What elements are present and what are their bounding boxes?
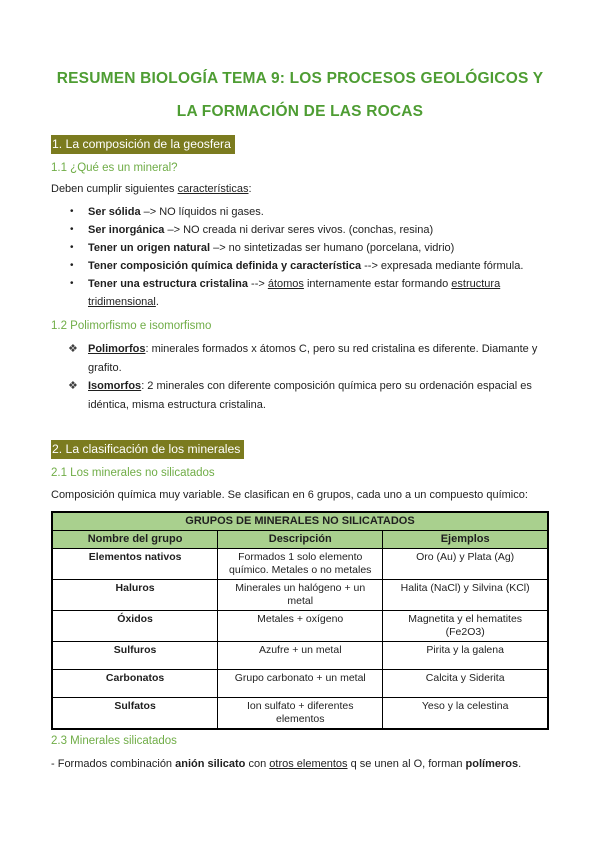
- mineral-intro-paragraph: [51, 182, 549, 197]
- section-1-1-heading: 1.1 ¿Qué es un mineral?: [51, 162, 178, 174]
- column-header: Nombre del grupo: [52, 531, 218, 549]
- text-run-bold: Tener una estructura cristalina: [88, 278, 248, 290]
- list-item: [51, 257, 549, 275]
- table-cell-examples: Yeso y la celestina: [383, 698, 548, 730]
- list-item: [51, 203, 549, 221]
- text-run: : 2 minerales con diferente composición química pero su ordenación espacial es idéntica, misma estructura cristalina.: [88, 380, 532, 411]
- document-title-line2: LA FORMACIÓN DE LAS ROCAS: [176, 103, 424, 120]
- text-run-bold: Tener composición química definida y característica: [88, 260, 362, 272]
- bullet-icon: •: [70, 206, 74, 217]
- text-run: : minerales formados x átomos C, pero su red cristalina es diferente. Diamante y grafito.: [88, 343, 538, 374]
- text-run: –> NO creada ni derivar seres vivos. (conchas, resina): [164, 224, 434, 236]
- text-run: :: [248, 183, 252, 195]
- table-row: [52, 580, 548, 611]
- table-cell-description: Metales + oxígeno: [218, 611, 383, 642]
- diamond-bullet-icon: ❖: [68, 380, 78, 392]
- table-cell-group: Haluros: [52, 580, 218, 611]
- bullet-icon: •: [70, 260, 74, 271]
- table-row: [52, 642, 548, 670]
- table-cell-examples: Magnetita y el hematites (Fe2O3): [383, 611, 548, 642]
- document-title-line1: RESUMEN BIOLOGÍA TEMA 9: LOS PROCESOS GEOLÓGICOS Y: [56, 70, 544, 87]
- mineral-characteristics-list: [51, 203, 549, 311]
- table-row: [52, 611, 548, 642]
- list-item: [51, 221, 549, 239]
- table-cell-examples: Pirita y la galena: [383, 642, 548, 670]
- silicate-paragraph: [51, 757, 549, 772]
- text-run-bold-underline: Isomorfos: [88, 380, 142, 392]
- text-run: --> expresada mediante fórmula.: [361, 260, 524, 272]
- table-cell-description: Minerales un halógeno + un metal: [218, 580, 383, 611]
- non-silicate-minerals-table: [51, 511, 549, 730]
- section-2-3-heading: 2.3 Minerales silicatados: [51, 735, 177, 747]
- table-cell-group: Sulfatos: [52, 698, 218, 730]
- table-cell-group: Elementos nativos: [52, 549, 218, 580]
- table-title-row: [52, 512, 548, 531]
- bullet-icon: •: [70, 224, 74, 235]
- table-cell-examples: Halita (NaCl) y Silvina (KCl): [383, 580, 548, 611]
- text-run: -->: [247, 278, 268, 290]
- table-cell-group: Sulfuros: [52, 642, 218, 670]
- polymorphism-list: [51, 340, 549, 414]
- text-run-underline: otros elementos: [269, 758, 348, 770]
- text-run: q se unen al O, forman: [347, 758, 466, 770]
- text-run-bold-underline: Polimorfos: [88, 343, 146, 355]
- text-run: –> no sintetizadas ser humano (porcelana, vidrio): [210, 242, 455, 254]
- bullet-icon: •: [70, 242, 74, 253]
- section-2-1-heading: 2.1 Los minerales no silicatados: [51, 467, 215, 479]
- text-run: - Formados combinación: [51, 758, 176, 770]
- text-run: con: [245, 758, 270, 770]
- non-silicate-intro-paragraph: Composición química muy variable. Se clasifican en 6 grupos, cada uno a un compuesto químico:: [51, 489, 528, 501]
- table-row: [52, 670, 548, 698]
- table-cell-examples: Oro (Au) y Plata (Ag): [383, 549, 548, 580]
- bullet-icon: •: [70, 278, 74, 289]
- section-1-heading: 1. La composición de la geosfera: [51, 135, 235, 154]
- table-cell-description: Formados 1 solo elemento químico. Metales o no metales: [218, 549, 383, 580]
- column-header: Ejemplos: [383, 531, 548, 549]
- text-run: Deben cumplir siguientes: [51, 183, 178, 195]
- section-1-2-heading: 1.2 Polimorfismo e isomorfismo: [51, 320, 212, 332]
- text-run-underline: estructura tridimensional: [88, 278, 501, 308]
- text-run-underline: átomos: [267, 278, 304, 290]
- section-2: [51, 440, 549, 459]
- list-item: [51, 377, 549, 414]
- text-run-bold: Tener un origen natural: [88, 242, 211, 254]
- document-title: [51, 62, 549, 128]
- list-item: [51, 275, 549, 311]
- table-cell-group: Óxidos: [52, 611, 218, 642]
- section-2-heading: 2. La clasificación de los minerales: [51, 440, 244, 459]
- text-run-bold: anión silicato: [175, 758, 246, 770]
- text-run: internamente estar formando: [303, 278, 452, 290]
- text-run: .: [155, 296, 159, 308]
- table-header-row: [52, 531, 548, 549]
- section-1: [51, 135, 549, 154]
- text-run: .: [518, 758, 522, 770]
- table-cell-description: Ion sulfato + diferentes elementos: [218, 698, 383, 730]
- table-row: [52, 549, 548, 580]
- table-cell-group: Carbonatos: [52, 670, 218, 698]
- list-item: [51, 340, 549, 377]
- table-title: GRUPOS DE MINERALES NO SILICATADOS: [52, 512, 548, 531]
- text-run-bold: Ser sólida: [88, 206, 141, 218]
- text-run-bold: Ser inorgánica: [88, 224, 165, 236]
- text-run-bold: polímeros: [465, 758, 519, 770]
- table-cell-description: Azufre + un metal: [218, 642, 383, 670]
- list-item: [51, 239, 549, 257]
- table-row: [52, 698, 548, 730]
- diamond-bullet-icon: ❖: [68, 343, 78, 355]
- table-cell-examples: Calcita y Siderita: [383, 670, 548, 698]
- table-cell-description: Grupo carbonato + un metal: [218, 670, 383, 698]
- column-header: Descripción: [218, 531, 383, 549]
- text-run-underline: características: [177, 183, 249, 195]
- text-run: –> NO líquidos ni gases.: [140, 206, 264, 218]
